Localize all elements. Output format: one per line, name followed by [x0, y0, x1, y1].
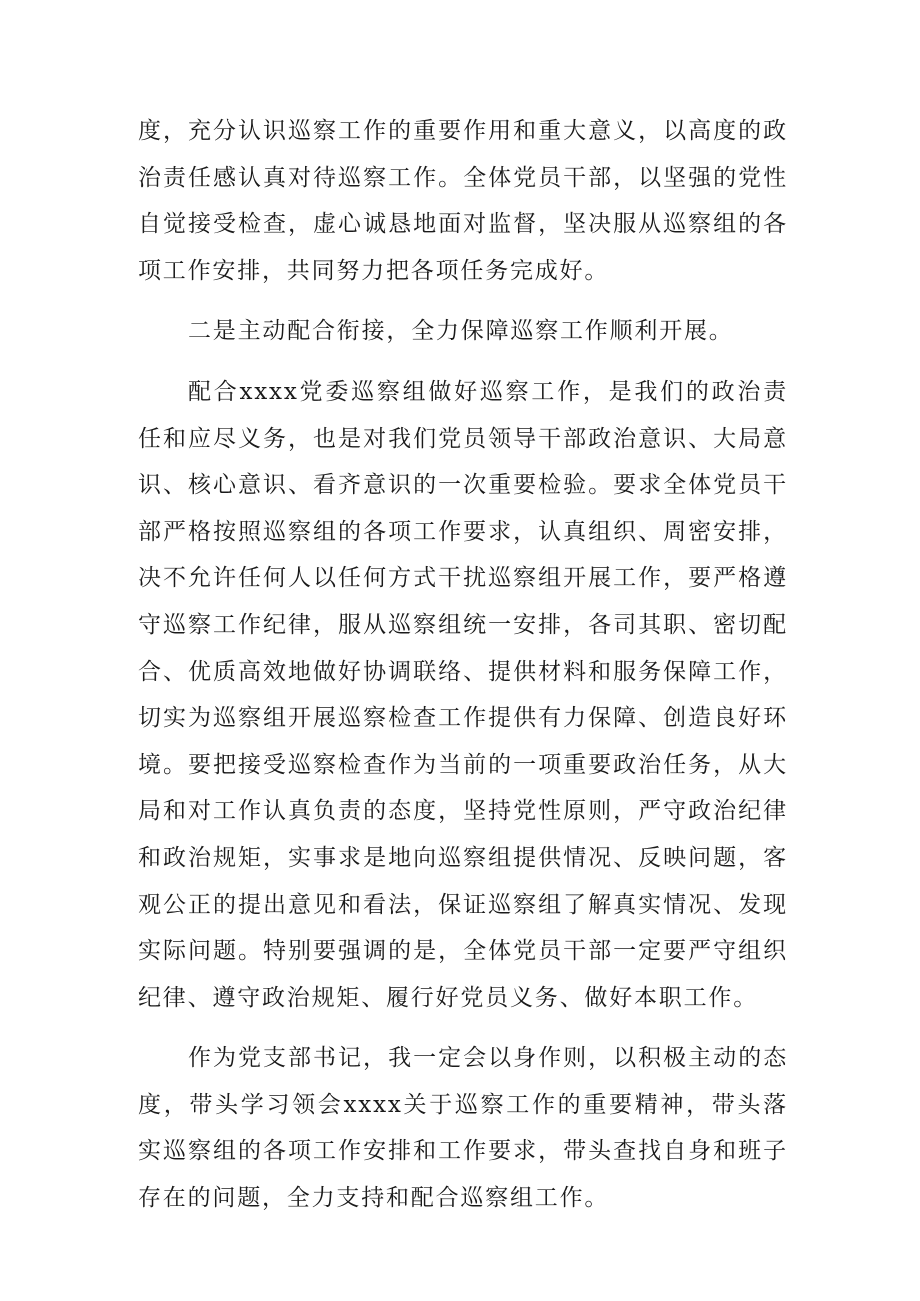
paragraph-secretary: 作为党支部书记，我一定会以身作则，以积极主动的态度，带头学习领会xxxx关于巡察工作的重要精神，带头落实巡察组的各项工作安排和工作要求，带头查找自身和班子存在的问题，全力支持和配合巡察组工作。 [138, 1045, 788, 1212]
document-body [138, 108, 788, 1222]
paragraph-heading-two: 二是主动配合衔接，全力保障巡察工作顺利开展。 [188, 318, 734, 345]
paragraph-continued: 度，充分认识巡察工作的重要作用和重大意义，以高度的政治责任感认真对待巡察工作。全体党员干部，以坚强的党性自觉接受检查，虚心诚恳地面对监督，坚决服从巡察组的各项工作安排，共同努力把各项任务完成好。 [138, 118, 788, 284]
paragraph-cooperation: 配合xxxx党委巡察组做好巡察工作，是我们的政治责任和应尽义务，也是对我们党员领导干部政治意识、大局意识、核心意识、看齐意识的一次重要检验。要求全体党员干部严格按照巡察组的各项工作要求，认真组织、周密安排，决不允许任何人以任何方式干扰巡察组开展工作，要严格遵守巡察工作纪律，服从巡察组统一安排，各司其职、密切配合、优质高效地做好协调联络、提供材料和服务保障工作，切实为巡察组开展巡察检查工作提供有力保障、创造良好环境。要把接受巡察检查作为当前的一项重要政治任务，从大局和对工作认真负责的态度，坚持党性原则，严守政治纪律和政治规矩，实事求是地向巡察组提供情况、反映问题，客观公正的提出意见和看法，保证巡察组了解真实情况、发现实际问题。特别要强调的是，全体党员干部一定要严守组织纪律、遵守政治规矩、履行好党员义务、做好本职工作。 [138, 378, 788, 1011]
